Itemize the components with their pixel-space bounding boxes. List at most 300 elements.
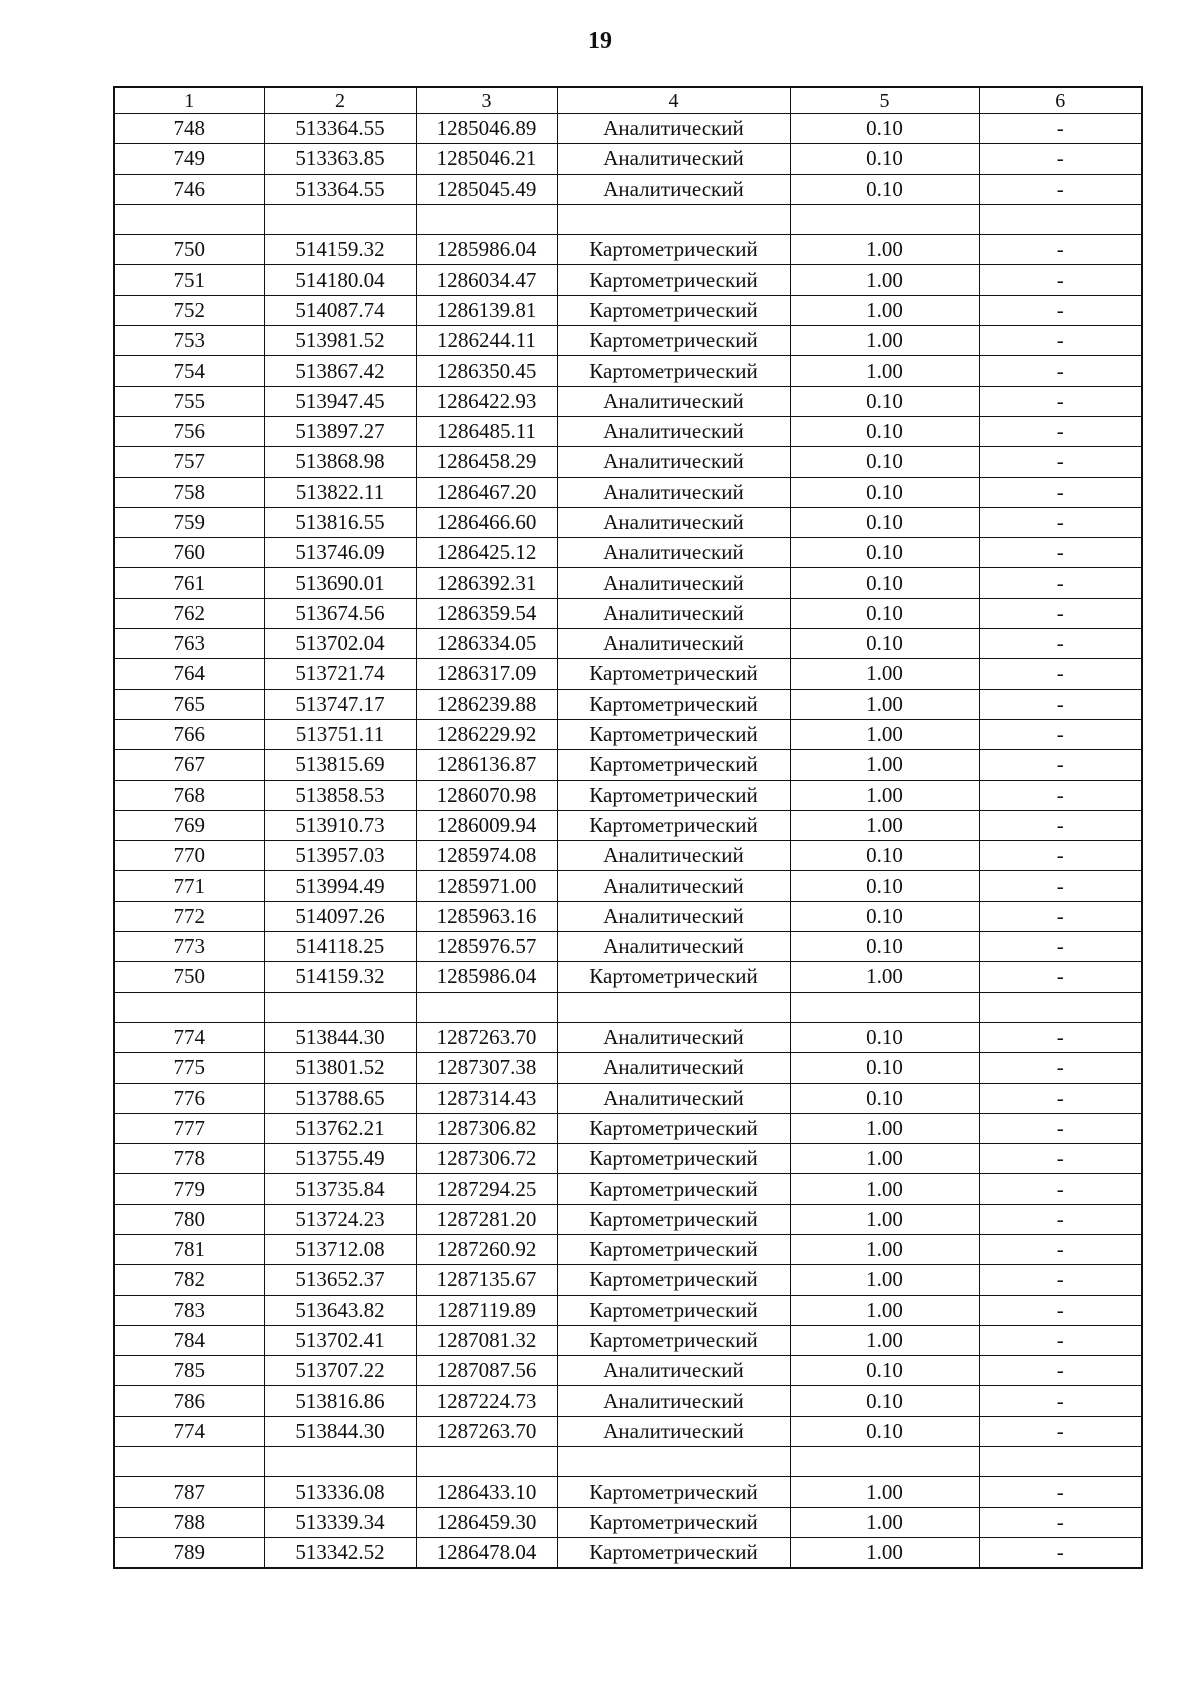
- table-cell: Аналитический: [557, 1386, 790, 1416]
- table-cell: 1.00: [790, 962, 979, 992]
- table-cell: 750: [114, 235, 264, 265]
- coordinates-table: [113, 86, 1143, 1569]
- table-cell: 1287294.25: [416, 1174, 557, 1204]
- table-cell: 759: [114, 507, 264, 537]
- table-cell: 756: [114, 416, 264, 446]
- table-cell: 0.10: [790, 568, 979, 598]
- table-cell: 1.00: [790, 689, 979, 719]
- table-cell: 1.00: [790, 1144, 979, 1174]
- table-cell: -: [979, 1537, 1142, 1568]
- table-cell: 513364.55: [264, 174, 416, 204]
- table-cell: -: [979, 1053, 1142, 1083]
- table-cell: 1286425.12: [416, 538, 557, 568]
- table-cell: -: [979, 1507, 1142, 1537]
- table-cell: 1.00: [790, 659, 979, 689]
- table-cell: -: [979, 810, 1142, 840]
- table-row: [114, 568, 1142, 598]
- table-cell: 789: [114, 1537, 264, 1568]
- table-cell: [790, 1447, 979, 1477]
- table-cell: 513844.30: [264, 1416, 416, 1446]
- table-cell: 513724.23: [264, 1204, 416, 1234]
- table-cell: 777: [114, 1113, 264, 1143]
- table-row: [114, 780, 1142, 810]
- table-row: [114, 901, 1142, 931]
- table-row: [114, 841, 1142, 871]
- table-cell: -: [979, 659, 1142, 689]
- table-cell: 1286239.88: [416, 689, 557, 719]
- table-cell: 787: [114, 1477, 264, 1507]
- table-cell: Аналитический: [557, 114, 790, 144]
- table-cell: [416, 992, 557, 1022]
- table-cell: 513910.73: [264, 810, 416, 840]
- table-cell: Аналитический: [557, 932, 790, 962]
- table-cell: 1286459.30: [416, 1507, 557, 1537]
- table-cell: 1285971.00: [416, 871, 557, 901]
- table-cell: -: [979, 1295, 1142, 1325]
- table-cell: 513339.34: [264, 1507, 416, 1537]
- table-cell: 513994.49: [264, 871, 416, 901]
- table-cell: Картометрический: [557, 1537, 790, 1568]
- table-row: [114, 598, 1142, 628]
- table-row: [114, 174, 1142, 204]
- table-cell: [114, 1447, 264, 1477]
- table-cell: 763: [114, 629, 264, 659]
- table-cell: [264, 1447, 416, 1477]
- table-cell: -: [979, 265, 1142, 295]
- table-cell: Картометрический: [557, 1204, 790, 1234]
- table-cell: 757: [114, 447, 264, 477]
- table-cell: 0.10: [790, 174, 979, 204]
- table-cell: 513342.52: [264, 1537, 416, 1568]
- table-cell: 1.00: [790, 719, 979, 749]
- table-row: [114, 750, 1142, 780]
- table-row: [114, 1325, 1142, 1355]
- table-cell: 1287260.92: [416, 1234, 557, 1264]
- table-cell: Картометрический: [557, 235, 790, 265]
- table-cell: 748: [114, 114, 264, 144]
- table-row: [114, 507, 1142, 537]
- table-row: [114, 1416, 1142, 1446]
- table-cell: Картометрический: [557, 1265, 790, 1295]
- table-cell: 1285976.57: [416, 932, 557, 962]
- table-cell: 786: [114, 1386, 264, 1416]
- table-cell: 0.10: [790, 507, 979, 537]
- table-row: [114, 235, 1142, 265]
- table-cell: -: [979, 174, 1142, 204]
- table-cell: 1.00: [790, 356, 979, 386]
- table-cell: 746: [114, 174, 264, 204]
- table-cell: 513364.55: [264, 114, 416, 144]
- table-cell: 0.10: [790, 114, 979, 144]
- table-cell: -: [979, 1386, 1142, 1416]
- table-cell: -: [979, 719, 1142, 749]
- table-cell: Аналитический: [557, 416, 790, 446]
- table-cell: -: [979, 689, 1142, 719]
- table-cell: 1.00: [790, 810, 979, 840]
- table-cell: Аналитический: [557, 901, 790, 931]
- table-row: [114, 932, 1142, 962]
- table-cell: 1.00: [790, 1295, 979, 1325]
- table-body: [114, 114, 1142, 1569]
- table-cell: 514159.32: [264, 962, 416, 992]
- table-cell: 766: [114, 719, 264, 749]
- table-row: [114, 1022, 1142, 1052]
- table-cell: Аналитический: [557, 386, 790, 416]
- table-cell: 513652.37: [264, 1265, 416, 1295]
- table-cell: 1286034.47: [416, 265, 557, 295]
- table-cell: 513702.04: [264, 629, 416, 659]
- table-cell: 1287119.89: [416, 1295, 557, 1325]
- table-row: [114, 1295, 1142, 1325]
- table-cell: 764: [114, 659, 264, 689]
- table-cell: 513816.86: [264, 1386, 416, 1416]
- table-cell: 513867.42: [264, 356, 416, 386]
- table-cell: -: [979, 1174, 1142, 1204]
- table-row: [114, 1053, 1142, 1083]
- table-cell: 1286422.93: [416, 386, 557, 416]
- table-cell: 513363.85: [264, 144, 416, 174]
- table-cell: 1287281.20: [416, 1204, 557, 1234]
- page-number: 19: [588, 28, 612, 54]
- table-cell: -: [979, 416, 1142, 446]
- table-cell: 1287224.73: [416, 1386, 557, 1416]
- table-cell: 1286350.45: [416, 356, 557, 386]
- table-cell: 0.10: [790, 477, 979, 507]
- table-cell: 771: [114, 871, 264, 901]
- column-header: 6: [979, 87, 1142, 114]
- table-cell: [790, 204, 979, 234]
- table-cell: 513702.41: [264, 1325, 416, 1355]
- table-cell: -: [979, 598, 1142, 628]
- column-header: 5: [790, 87, 979, 114]
- table-cell: Аналитический: [557, 174, 790, 204]
- table-cell: -: [979, 568, 1142, 598]
- table-row: [114, 295, 1142, 325]
- table-cell: 775: [114, 1053, 264, 1083]
- table-cell: Картометрический: [557, 1477, 790, 1507]
- table-cell: 513735.84: [264, 1174, 416, 1204]
- table-cell: 0.10: [790, 144, 979, 174]
- table-row: [114, 629, 1142, 659]
- table-cell: 780: [114, 1204, 264, 1234]
- table-row: [114, 1265, 1142, 1295]
- table-row: [114, 477, 1142, 507]
- table-row: [114, 356, 1142, 386]
- table-cell: 783: [114, 1295, 264, 1325]
- table-row: [114, 1386, 1142, 1416]
- table-cell: 755: [114, 386, 264, 416]
- table-cell: 1.00: [790, 295, 979, 325]
- table-cell: 0.10: [790, 1386, 979, 1416]
- table-cell: 752: [114, 295, 264, 325]
- table-cell: [979, 1447, 1142, 1477]
- table-cell: -: [979, 1265, 1142, 1295]
- table-cell: Аналитический: [557, 598, 790, 628]
- table-cell: 513947.45: [264, 386, 416, 416]
- table-cell: 774: [114, 1416, 264, 1446]
- table-cell: 769: [114, 810, 264, 840]
- table-cell: 1.00: [790, 1265, 979, 1295]
- table-cell: 513747.17: [264, 689, 416, 719]
- table-cell: 1.00: [790, 326, 979, 356]
- table-row: [114, 1144, 1142, 1174]
- table-cell: 1287263.70: [416, 1416, 557, 1446]
- table-cell: 1286136.87: [416, 750, 557, 780]
- table-cell: -: [979, 962, 1142, 992]
- table-cell: 1285974.08: [416, 841, 557, 871]
- table-cell: -: [979, 538, 1142, 568]
- table-cell: Аналитический: [557, 477, 790, 507]
- table-cell: 1287306.82: [416, 1113, 557, 1143]
- table-cell: 1286334.05: [416, 629, 557, 659]
- table-cell: 514180.04: [264, 265, 416, 295]
- table-row: [114, 447, 1142, 477]
- table-cell: -: [979, 1083, 1142, 1113]
- table-cell: 1286244.11: [416, 326, 557, 356]
- table-cell: -: [979, 1356, 1142, 1386]
- table-cell: -: [979, 841, 1142, 871]
- table-cell: 513643.82: [264, 1295, 416, 1325]
- table-cell: 772: [114, 901, 264, 931]
- table-cell: 1286478.04: [416, 1537, 557, 1568]
- table-cell: 514097.26: [264, 901, 416, 931]
- table-cell: 1287314.43: [416, 1083, 557, 1113]
- table-cell: Аналитический: [557, 871, 790, 901]
- table-row: [114, 659, 1142, 689]
- table-cell: 1286485.11: [416, 416, 557, 446]
- table-cell: 513801.52: [264, 1053, 416, 1083]
- table-cell: Картометрический: [557, 265, 790, 295]
- table-cell: -: [979, 750, 1142, 780]
- spacer-row: [114, 1447, 1142, 1477]
- table-cell: -: [979, 326, 1142, 356]
- table-cell: 513981.52: [264, 326, 416, 356]
- table-cell: 1.00: [790, 1113, 979, 1143]
- table-cell: 776: [114, 1083, 264, 1113]
- table-cell: 1.00: [790, 750, 979, 780]
- table-cell: [264, 204, 416, 234]
- table-cell: 513815.69: [264, 750, 416, 780]
- table-cell: [264, 992, 416, 1022]
- table-cell: Картометрический: [557, 1144, 790, 1174]
- table-cell: 0.10: [790, 901, 979, 931]
- table-cell: 749: [114, 144, 264, 174]
- table-cell: 0.10: [790, 538, 979, 568]
- table-cell: 770: [114, 841, 264, 871]
- table-cell: 1286466.60: [416, 507, 557, 537]
- table-cell: -: [979, 932, 1142, 962]
- table-cell: -: [979, 144, 1142, 174]
- table-cell: -: [979, 447, 1142, 477]
- table-cell: 1286229.92: [416, 719, 557, 749]
- table-cell: 513844.30: [264, 1022, 416, 1052]
- table-cell: -: [979, 1144, 1142, 1174]
- table-cell: [979, 992, 1142, 1022]
- table-cell: 0.10: [790, 841, 979, 871]
- table-row: [114, 1537, 1142, 1568]
- table-row: [114, 719, 1142, 749]
- table-cell: Картометрический: [557, 1325, 790, 1355]
- spacer-row: [114, 204, 1142, 234]
- table-cell: 513868.98: [264, 447, 416, 477]
- table-cell: 1.00: [790, 235, 979, 265]
- column-header: 4: [557, 87, 790, 114]
- column-header: 2: [264, 87, 416, 114]
- table-cell: 784: [114, 1325, 264, 1355]
- table-cell: 1286392.31: [416, 568, 557, 598]
- table-cell: Картометрический: [557, 962, 790, 992]
- table-cell: Картометрический: [557, 1507, 790, 1537]
- table-cell: 513755.49: [264, 1144, 416, 1174]
- table-cell: 774: [114, 1022, 264, 1052]
- table-cell: 761: [114, 568, 264, 598]
- table-cell: 778: [114, 1144, 264, 1174]
- table-cell: 788: [114, 1507, 264, 1537]
- table-cell: Картометрический: [557, 780, 790, 810]
- table-cell: -: [979, 295, 1142, 325]
- table-cell: -: [979, 1477, 1142, 1507]
- table-row: [114, 326, 1142, 356]
- table-cell: 781: [114, 1234, 264, 1264]
- table-cell: -: [979, 386, 1142, 416]
- table-cell: Картометрический: [557, 719, 790, 749]
- table-cell: 1285986.04: [416, 962, 557, 992]
- table-cell: 1286467.20: [416, 477, 557, 507]
- table-cell: Аналитический: [557, 629, 790, 659]
- table-cell: 513746.09: [264, 538, 416, 568]
- column-header: 1: [114, 87, 264, 114]
- table-cell: 0.10: [790, 598, 979, 628]
- table-cell: 753: [114, 326, 264, 356]
- table-row: [114, 1174, 1142, 1204]
- table-cell: 1287081.32: [416, 1325, 557, 1355]
- table-cell: -: [979, 1204, 1142, 1234]
- table-cell: Аналитический: [557, 507, 790, 537]
- table-row: [114, 1507, 1142, 1537]
- table-cell: 0.10: [790, 1416, 979, 1446]
- table-cell: 1287087.56: [416, 1356, 557, 1386]
- table-cell: Аналитический: [557, 1356, 790, 1386]
- table-cell: 1286070.98: [416, 780, 557, 810]
- table-cell: 765: [114, 689, 264, 719]
- table-cell: 1.00: [790, 1325, 979, 1355]
- table-cell: Аналитический: [557, 1053, 790, 1083]
- table-cell: 0.10: [790, 1083, 979, 1113]
- table-cell: 1287307.38: [416, 1053, 557, 1083]
- table-cell: 1285045.49: [416, 174, 557, 204]
- table-cell: 1.00: [790, 265, 979, 295]
- table-cell: 0.10: [790, 932, 979, 962]
- table-cell: 1286359.54: [416, 598, 557, 628]
- table-cell: 513690.01: [264, 568, 416, 598]
- table-cell: 513712.08: [264, 1234, 416, 1264]
- table-cell: [557, 1447, 790, 1477]
- table-cell: 1287306.72: [416, 1144, 557, 1174]
- table-cell: 1285986.04: [416, 235, 557, 265]
- table-cell: -: [979, 901, 1142, 931]
- table-cell: 785: [114, 1356, 264, 1386]
- table-cell: 754: [114, 356, 264, 386]
- table-cell: 1.00: [790, 1507, 979, 1537]
- table-cell: Аналитический: [557, 1416, 790, 1446]
- table-row: [114, 1204, 1142, 1234]
- table-cell: 0.10: [790, 1022, 979, 1052]
- table-cell: 762: [114, 598, 264, 628]
- table-cell: 513788.65: [264, 1083, 416, 1113]
- table-cell: 0.10: [790, 629, 979, 659]
- table-cell: -: [979, 114, 1142, 144]
- table-cell: 513751.11: [264, 719, 416, 749]
- table-cell: 0.10: [790, 386, 979, 416]
- table-row: [114, 1477, 1142, 1507]
- table-cell: 1.00: [790, 1477, 979, 1507]
- table-cell: -: [979, 871, 1142, 901]
- table-cell: 1285963.16: [416, 901, 557, 931]
- table-cell: 1285046.89: [416, 114, 557, 144]
- table-cell: -: [979, 1234, 1142, 1264]
- table-cell: 513674.56: [264, 598, 416, 628]
- table-cell: 514159.32: [264, 235, 416, 265]
- table-cell: 1285046.21: [416, 144, 557, 174]
- table-cell: 758: [114, 477, 264, 507]
- table-cell: 1286458.29: [416, 447, 557, 477]
- table-cell: 0.10: [790, 1053, 979, 1083]
- table-cell: -: [979, 1325, 1142, 1355]
- table-row: [114, 114, 1142, 144]
- table-row: [114, 144, 1142, 174]
- table-cell: Аналитический: [557, 1083, 790, 1113]
- table-cell: 1.00: [790, 780, 979, 810]
- spacer-row: [114, 992, 1142, 1022]
- table-cell: 782: [114, 1265, 264, 1295]
- table-cell: -: [979, 356, 1142, 386]
- table-cell: [557, 204, 790, 234]
- table-row: [114, 538, 1142, 568]
- table-cell: 1286009.94: [416, 810, 557, 840]
- table-cell: 760: [114, 538, 264, 568]
- table-cell: [416, 204, 557, 234]
- table-cell: Аналитический: [557, 568, 790, 598]
- table-cell: 513816.55: [264, 507, 416, 537]
- table-cell: 513336.08: [264, 1477, 416, 1507]
- table-row: [114, 962, 1142, 992]
- table-cell: Картометрический: [557, 810, 790, 840]
- table-cell: 513957.03: [264, 841, 416, 871]
- table-cell: 768: [114, 780, 264, 810]
- table-cell: 751: [114, 265, 264, 295]
- table-cell: [979, 204, 1142, 234]
- table-cell: 513897.27: [264, 416, 416, 446]
- table-cell: 1287135.67: [416, 1265, 557, 1295]
- table-cell: 0.10: [790, 416, 979, 446]
- table-cell: [114, 992, 264, 1022]
- table-cell: Картометрический: [557, 356, 790, 386]
- table-cell: 1.00: [790, 1174, 979, 1204]
- table-cell: [557, 992, 790, 1022]
- table-cell: -: [979, 780, 1142, 810]
- table-cell: Картометрический: [557, 295, 790, 325]
- table-cell: Аналитический: [557, 1022, 790, 1052]
- table-cell: Картометрический: [557, 326, 790, 356]
- table-cell: 0.10: [790, 871, 979, 901]
- table-cell: 1.00: [790, 1537, 979, 1568]
- table-cell: -: [979, 1113, 1142, 1143]
- column-header: 3: [416, 87, 557, 114]
- table-cell: Картометрический: [557, 750, 790, 780]
- table-row: [114, 1083, 1142, 1113]
- table-cell: -: [979, 1022, 1142, 1052]
- table-cell: [114, 204, 264, 234]
